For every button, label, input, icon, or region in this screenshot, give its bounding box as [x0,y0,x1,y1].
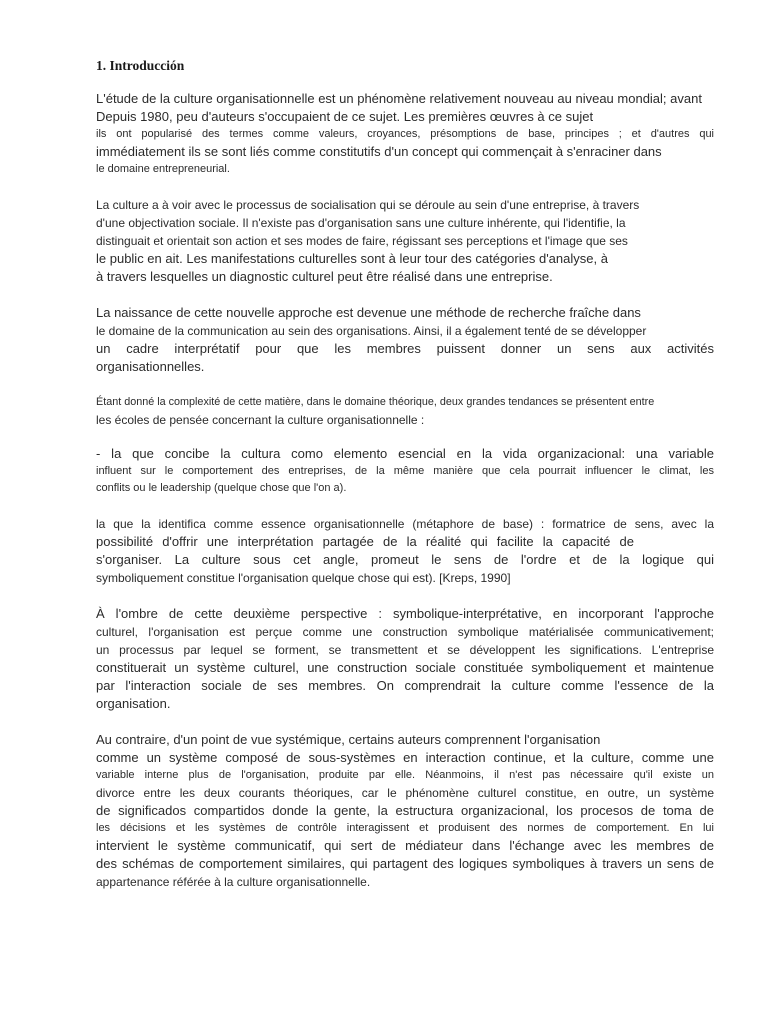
text-line: de significados compartidos donde la gente, la estructura organizacional, los procesos de toma de [96,803,714,818]
text-line: L'étude de la culture organisationnelle est un phénomène relativement nouveau au niveau mondial; avant [96,91,702,106]
text-line: constituerait un système culturel, une construction sociale constituée symboliquement et maintenue [96,660,714,675]
text-line: le domaine de la communication au sein des organisations. Ainsi, il a également tenté de se développer [96,324,647,338]
text-line: par l'interaction sociale de ses membres. On comprendrait la culture comme l'essence de la [96,678,714,693]
text-line: d'une objectivation sociale. Il n'existe pas d'organisation sans une culture inhérente, qui l'identifie, la [96,216,626,230]
text-line: organisation. [96,696,171,711]
text-line: culturel, l'organisation est perçue comme une construction symbolique matérialisée communicativement; [96,625,714,639]
text-line: un cadre interprétatif pour que les membres puissent donner un sens aux activités [96,341,714,356]
paragraph-2 [96,196,714,286]
section-heading: 1. Introducción [96,58,185,73]
paragraph-8 [96,731,714,891]
text-line: À l'ombre de cette deuxième perspective : symbolique-interprétative, en incorporant l'approche [96,606,714,621]
text-line: ils ont popularisé des termes comme valeurs, croyances, présomptions de base, principes ; et d'autres qui [96,128,714,140]
text-line: distinguait et orientait son action et ses modes de faire, régissant ses perceptions et l'image que ses [96,234,628,248]
paragraph-3 [96,304,714,376]
text-line: La naissance de cette nouvelle approche est devenue une méthode de recherche fraîche dans [96,305,641,320]
paragraph-7 [96,605,714,713]
text-line: Au contraire, d'un point de vue systémique, certains auteurs comprennent l'organisation [96,732,601,747]
text-line: influent sur le comportement des entreprises, de la même manière que cela pourrait influencer le climat, les [96,465,714,477]
text-line: s'organiser. La culture sous cet angle, promeut le sens de l'ordre et de la logique qui [96,552,714,567]
paragraph-4 [96,394,714,429]
text-line: variable interne plus de l'organisation, produite par elle. Néanmoins, il n'est pas nécessaire qu'il existe un [96,769,714,781]
paragraph-5 [96,445,714,497]
text-line: appartenance référée à la culture organisationnelle. [96,875,371,889]
text-line: la que la identifica comme essence organisationnelle (métaphore de base) : formatrice de sens, avec la [96,517,714,531]
text-line: le public en ait. Les manifestations culturelles sont à leur tour des catégories d'analyse, à [96,251,608,266]
text-line: à travers lesquelles un diagnostic culturel peut être réalisé dans une entreprise. [96,269,553,284]
text-line: symboliquement constitue l'organisation quelque chose qui est). [Kreps, 1990] [96,571,511,585]
text-line: conflits ou le leadership (quelque chose que l'on a). [96,482,347,494]
paragraph-1 [96,90,714,178]
text-line: des schémas de comportement similaires, qui partagent des logiques symboliques à travers un sens de [96,856,714,871]
text-line: possibilité d'offrir une interprétation partagée de la réalité qui facilite la capacité de [96,534,634,549]
text-line: un processus par lequel se forment, se transmettent et se développent les significations. L'entreprise [96,643,714,657]
text-line: La culture a à voir avec le processus de socialisation qui se déroule au sein d'une entreprise, à travers [96,198,640,212]
paragraph-6 [96,515,714,587]
text-line: organisationnelles. [96,359,205,374]
text-line: Depuis 1980, peu d'auteurs s'occupaient de ce sujet. Les premières œuvres à ce sujet [96,109,594,124]
text-line: le domaine entrepreneurial. [96,163,230,175]
text-line: les décisions et les systèmes de contrôle interagissent et produisent des normes de comportement. En lui [96,822,714,834]
text-line: divorce entre les deux courants théoriques, car le phénomène culturel constitue, en outre, un système [96,786,714,800]
text-line: - la que concibe la cultura como elemento esencial en la vida organizacional: una variable [96,446,714,461]
text-line: immédiatement ils se sont liés comme constitutifs d'un concept qui commençait à s'enraciner dans [96,144,662,159]
text-line: comme un système composé de sous-systèmes en interaction continue, et la culture, comme une [96,750,714,765]
text-line: Étant donné la complexité de cette matière, dans le domaine théorique, deux grandes tendances se présentent entre [96,396,655,408]
text-line: les écoles de pensée concernant la culture organisationnelle : [96,413,425,427]
text-line: intervient le système communicatif, qui sert de médiateur dans l'échange avec les membres de [96,838,714,853]
